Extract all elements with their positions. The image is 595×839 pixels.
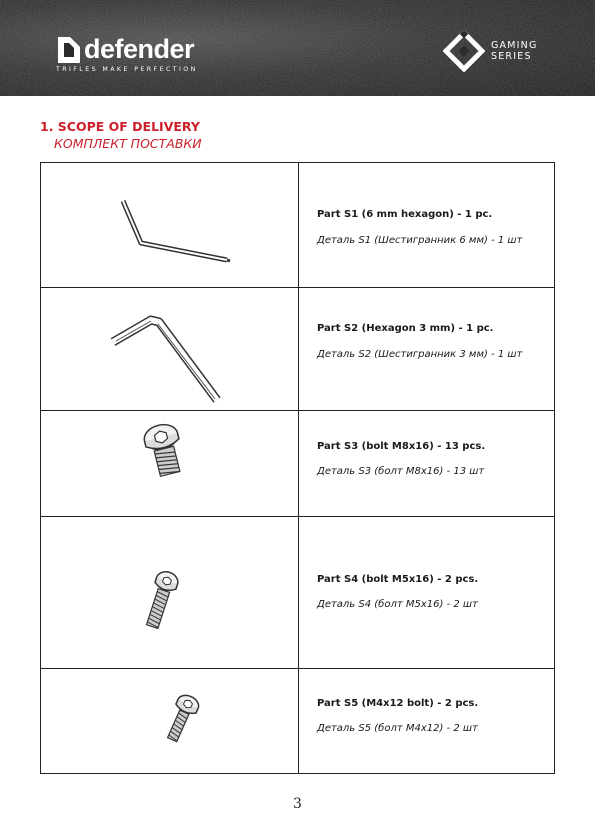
part-name-en: Part S5 (M4x12 bolt) - 2 pcs. (317, 698, 479, 709)
series-line-2: SERIES (491, 51, 532, 62)
part-name-ru: Деталь S5 (болт M4x12) - 2 шт (317, 723, 478, 734)
gaming-series-text (491, 40, 538, 62)
bolt-m8-icon (41, 411, 299, 516)
part-text-cell (315, 288, 551, 410)
gaming-series-logo (443, 32, 563, 72)
bolt-m4-icon (41, 669, 299, 773)
defender-shield-icon (56, 35, 82, 65)
long-hex-key-icon (41, 163, 299, 287)
part-name-en: Part S1 (6 mm hexagon) - 1 pc. (317, 209, 493, 220)
table-row (41, 517, 554, 669)
part-name-en: Part S4 (bolt M5x16) - 2 pcs. (317, 574, 479, 585)
table-row (41, 411, 554, 517)
hex-key-icon (41, 288, 299, 410)
page-number: 3 (293, 796, 302, 812)
part-text-cell (315, 669, 551, 774)
part-name-ru: Деталь S4 (болт M5x16) - 2 шт (317, 599, 478, 610)
page-header (0, 0, 595, 96)
brand-tagline: TRIFLES MAKE PERFECTION (56, 66, 198, 73)
part-name-ru: Деталь S2 (Шестигранник 3 мм) - 1 шт (317, 349, 523, 360)
part-name-ru: Деталь S1 (Шестигранник 6 мм) - 1 шт (317, 235, 523, 246)
bolt-m5-icon (41, 517, 299, 668)
part-image-cell (41, 411, 299, 516)
parts-table (40, 162, 555, 774)
part-image-cell (41, 669, 299, 774)
part-image-cell (41, 288, 299, 410)
section-subtitle: КОМПЛЕКТ ПОСТАВКИ (54, 136, 202, 151)
gaming-series-icon (443, 30, 485, 72)
part-name-ru: Деталь S3 (болт M8x16) - 13 шт (317, 466, 485, 477)
part-name-en: Part S2 (Hexagon 3 mm) - 1 pc. (317, 323, 494, 334)
part-text-cell (315, 163, 551, 287)
section-title: 1. SCOPE OF DELIVERY (40, 119, 200, 134)
defender-logo (56, 33, 216, 77)
part-text-cell (315, 517, 551, 668)
part-image-cell (41, 517, 299, 668)
table-row (41, 163, 554, 288)
table-row (41, 288, 554, 411)
part-image-cell (41, 163, 299, 287)
brand-name: defender (84, 34, 195, 64)
series-line-1: GAMING (491, 40, 538, 51)
table-row (41, 669, 554, 774)
part-text-cell (315, 411, 551, 516)
part-name-en: Part S3 (bolt M8x16) - 13 pcs. (317, 441, 486, 452)
